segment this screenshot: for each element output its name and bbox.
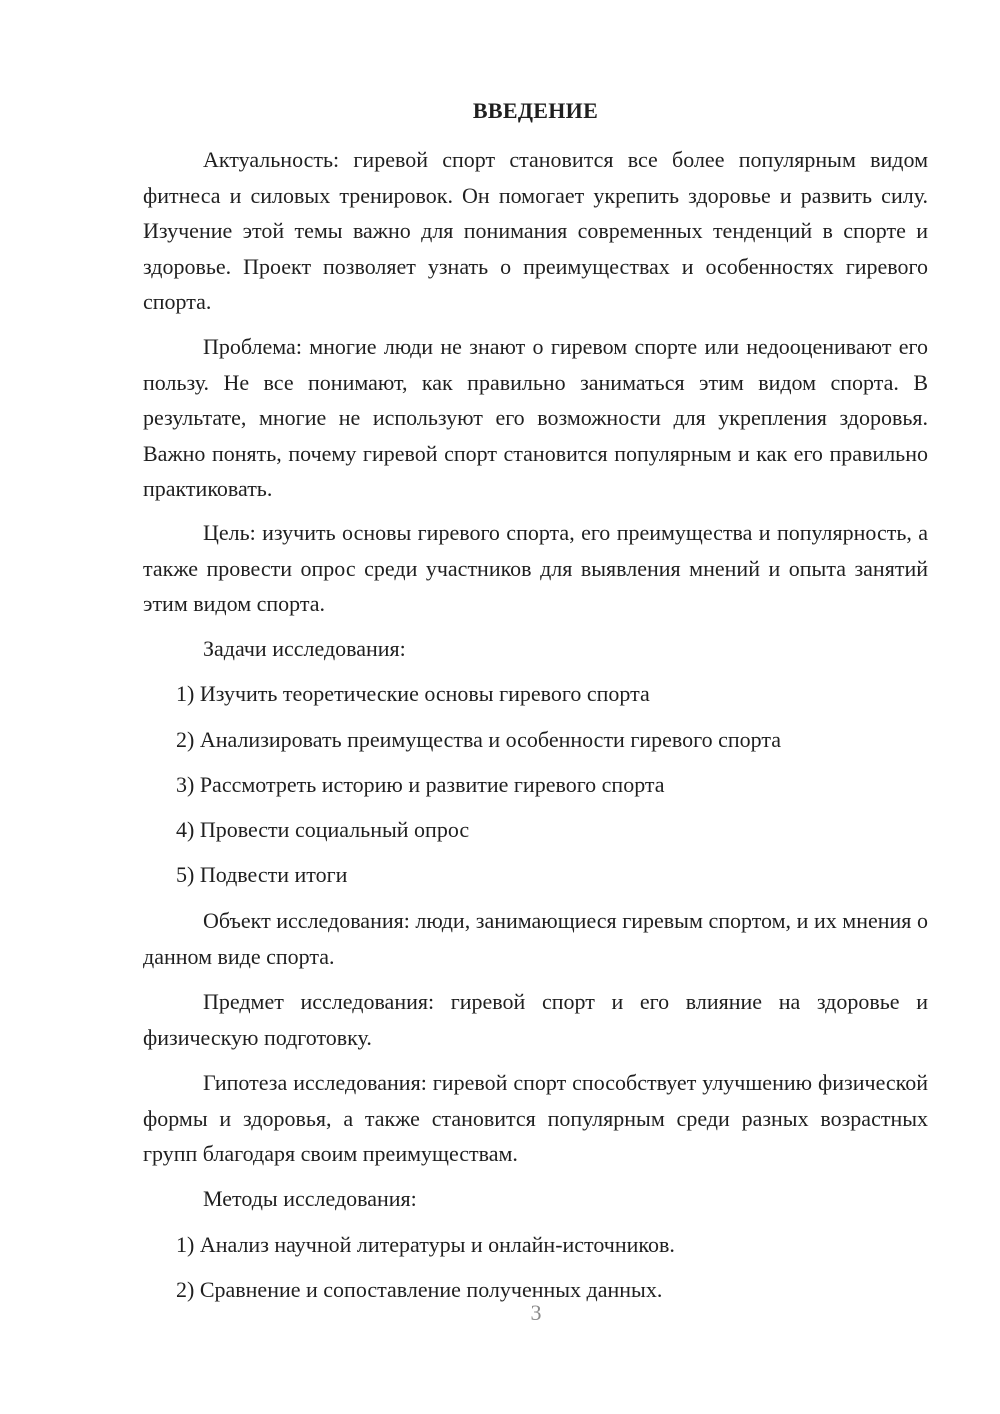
task-item-4: 4) Провести социальный опрос	[176, 817, 470, 842]
task-item-1: 1) Изучить теоретические основы гиревого спорта	[176, 681, 650, 706]
page-number: 3	[530, 1300, 542, 1325]
task-item-5: 5) Подвести итоги	[176, 862, 348, 887]
method-item-2: 2) Сравнение и сопоставление полученных данных.	[176, 1277, 663, 1302]
paragraph-object: Объект исследования: люди, занимающиеся гиревым спортом, и их мнения о данном виде спорта.	[143, 908, 928, 969]
task-item-2: 2) Анализировать преимущества и особенности гиревого спорта	[176, 727, 781, 752]
paragraph-problem: Проблема: многие люди не знают о гиревом спорте или недооценивают его пользу. Не все понимают, как правильно заниматься этим видом спорта. В результате, многие не используют его возможности для укрепления здоровья. Важно понять, почему гиревой спорт становится популярным и как его правильно практиковать.	[143, 334, 928, 501]
tasks-title: Задачи исследования:	[203, 636, 406, 661]
section-heading: ВВЕДЕНИЕ	[472, 98, 599, 123]
paragraph-hypothesis: Гипотеза исследования: гиревой спорт способствует улучшению физической формы и здоровья, а также становится популярным среди разных возрастных групп благодаря своим преимуществам.	[143, 1070, 928, 1166]
paragraph-goal: Цель: изучить основы гиревого спорта, его преимущества и популярность, а также провести опрос среди участников для выявления мнений и опыта занятий этим видом спорта.	[143, 520, 928, 616]
methods-title: Методы исследования:	[203, 1186, 417, 1211]
paragraph-subject: Предмет исследования: гиревой спорт и его влияние на здоровье и физическую подготовку.	[143, 989, 928, 1050]
method-item-1: 1) Анализ научной литературы и онлайн-источников.	[176, 1232, 675, 1257]
paragraph-relevance: Актуальность: гиревой спорт становится все более популярным видом фитнеса и силовых тренировок. Он помогает укрепить здоровье и развить силу. Изучение этой темы важно для понимания современных тенденций в спорте и здоровье. Проект позволяет узнать о преимуществах и особенностях гиревого спорта.	[143, 147, 928, 314]
task-item-3: 3) Рассмотреть историю и развитие гиревого спорта	[176, 772, 665, 797]
